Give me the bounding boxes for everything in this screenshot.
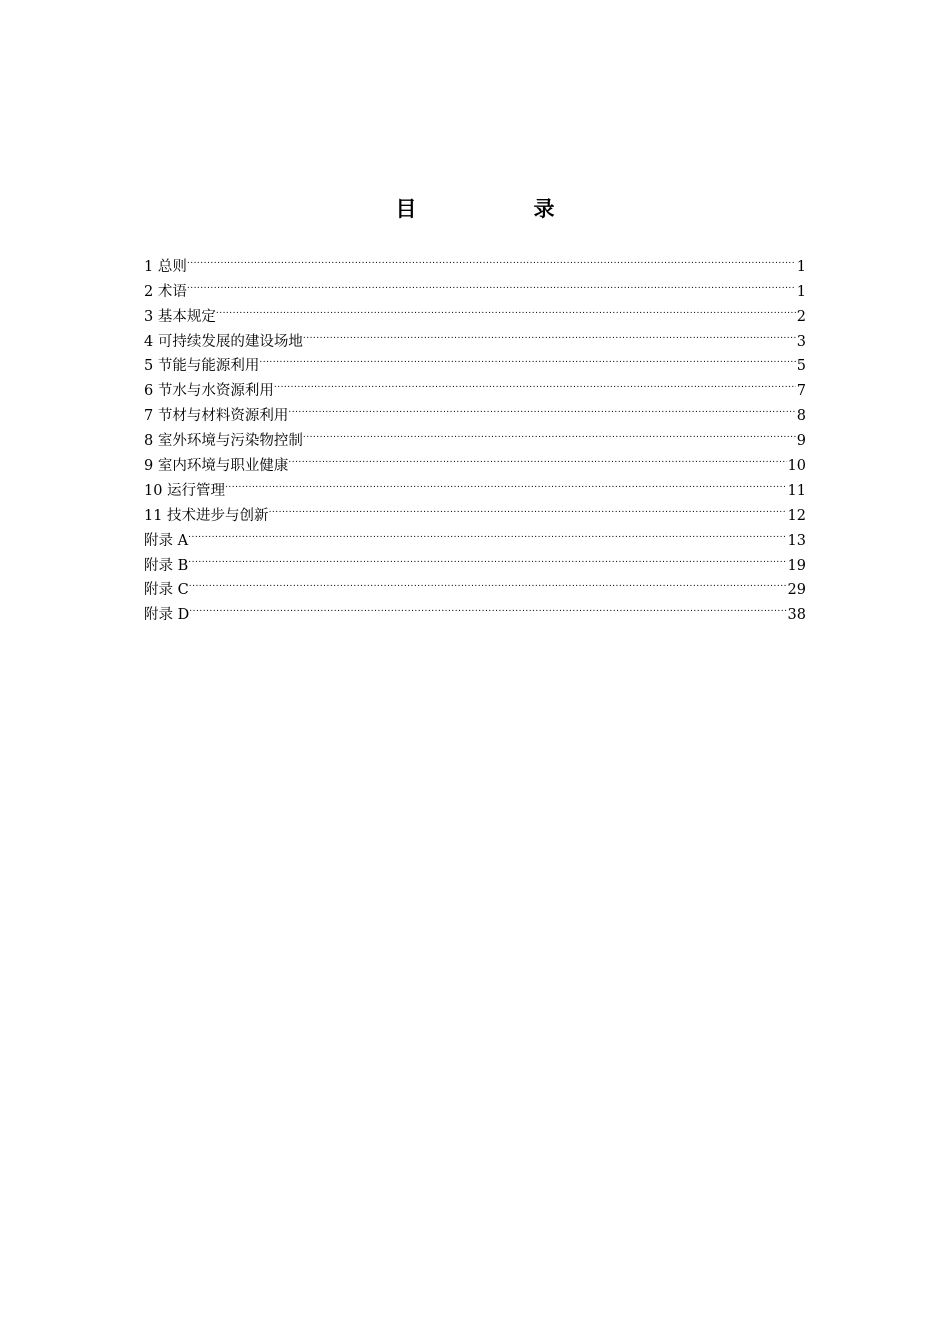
toc-entry[interactable] xyxy=(144,246,806,275)
toc-dot-leader xyxy=(288,445,786,470)
toc-entry-label: 7 节材与材料资源利用 xyxy=(144,408,289,425)
toc-entry[interactable] xyxy=(144,470,806,499)
toc-dot-leader xyxy=(189,570,787,595)
toc-entry-label: 9 室内环境与职业健康 xyxy=(144,458,289,475)
toc-entry-label: 附录 B xyxy=(144,557,189,574)
toc-entry[interactable] xyxy=(144,570,806,599)
toc-entry-label: 11 技术进步与创新 xyxy=(144,507,269,524)
toc-entry-page: 5 xyxy=(796,358,806,375)
toc-dot-leader xyxy=(188,545,786,570)
toc-entry-page: 19 xyxy=(787,557,806,574)
toc-dot-leader xyxy=(187,271,796,296)
table-of-contents xyxy=(144,246,806,624)
toc-entry[interactable] xyxy=(144,594,806,624)
toc-dot-leader xyxy=(189,594,786,619)
toc-entry-label: 附录 A xyxy=(144,532,189,549)
toc-entry-label: 6 节水与水资源利用 xyxy=(144,383,274,400)
toc-entry[interactable] xyxy=(144,520,806,549)
toc-entry[interactable] xyxy=(144,545,806,574)
toc-dot-leader xyxy=(274,370,796,395)
toc-entry-page: 3 xyxy=(796,333,806,350)
toc-dot-leader xyxy=(303,321,796,346)
toc-entry-label: 2 术语 xyxy=(144,283,187,300)
toc-entry-page: 38 xyxy=(787,607,806,624)
toc-entry-page: 29 xyxy=(787,582,806,599)
toc-entry-label: 10 运行管理 xyxy=(144,482,226,499)
toc-entry-label: 5 节能与能源利用 xyxy=(144,358,260,375)
toc-entry[interactable] xyxy=(144,271,806,300)
toc-entry-label: 4 可持续发展的建设场地 xyxy=(144,333,303,350)
toc-entry[interactable] xyxy=(144,296,806,325)
toc-entry-page: 12 xyxy=(787,507,806,524)
toc-dot-leader xyxy=(187,246,796,271)
toc-dot-leader xyxy=(269,495,787,520)
toc-entry[interactable] xyxy=(144,321,806,350)
toc-entry-page: 1 xyxy=(796,258,806,275)
toc-entry-page: 11 xyxy=(787,482,806,499)
toc-entry[interactable] xyxy=(144,495,806,524)
toc-entry-label: 1 总则 xyxy=(144,258,187,275)
toc-dot-leader xyxy=(216,296,796,321)
toc-entry-label: 附录 D xyxy=(144,607,190,624)
toc-entry-label: 附录 C xyxy=(144,582,189,599)
page-title: 目 录 xyxy=(395,197,603,221)
toc-entry-label: 3 基本规定 xyxy=(144,308,216,325)
toc-entry-page: 8 xyxy=(796,408,806,425)
toc-entry-page: 7 xyxy=(796,383,806,400)
toc-dot-leader xyxy=(288,395,795,420)
toc-entry-page: 9 xyxy=(796,433,806,450)
toc-entry-page: 1 xyxy=(796,283,806,300)
toc-dot-leader xyxy=(259,346,795,371)
toc-dot-leader xyxy=(303,420,796,445)
toc-dot-leader xyxy=(225,470,786,495)
toc-entry-label: 8 室外环境与污染物控制 xyxy=(144,433,303,450)
toc-entry-page: 2 xyxy=(796,308,806,325)
toc-dot-leader xyxy=(188,520,786,545)
toc-entry-page: 10 xyxy=(787,458,806,475)
toc-entry-page: 13 xyxy=(787,532,806,549)
